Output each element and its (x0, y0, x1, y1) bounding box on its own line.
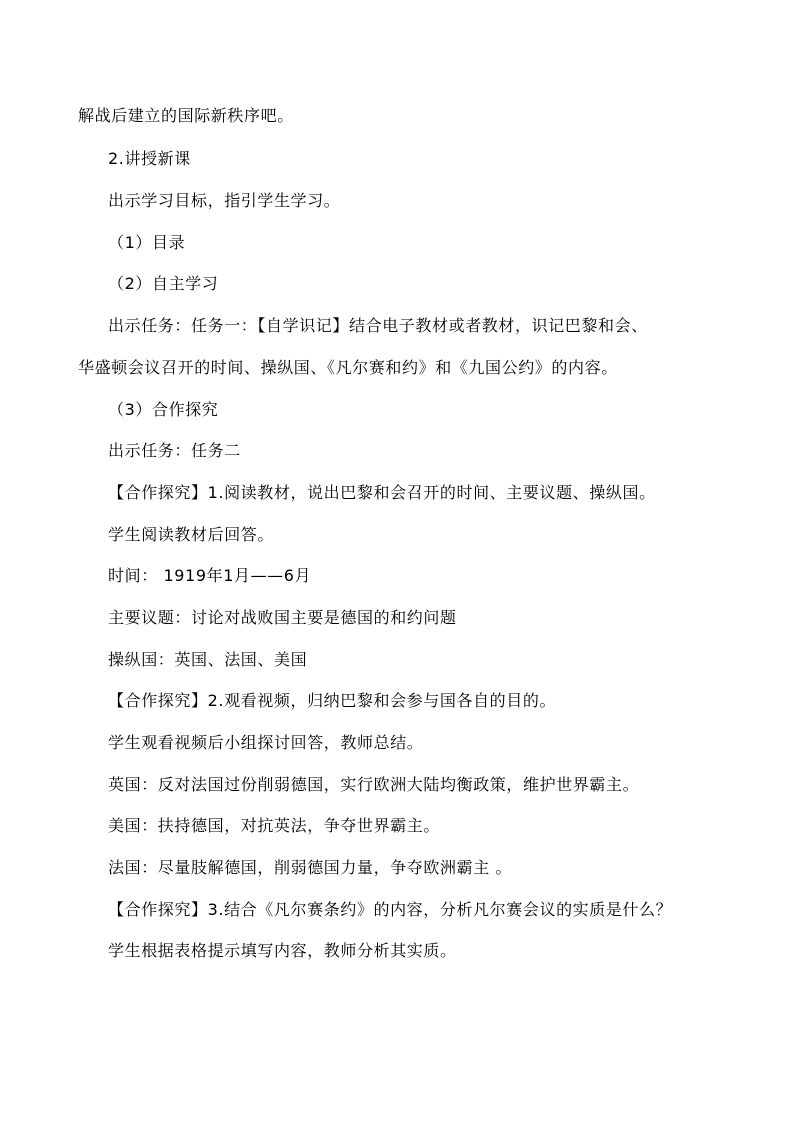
text-line: 出示任务：任务一：【自学识记】结合电子教材或者教材，识记巴黎和会、 (108, 316, 648, 335)
text-line: 【合作探究】1.阅读教材，说出巴黎和会召开的时间、主要议题、操纵国。 (108, 483, 656, 502)
text-line: 法国：尽量肢解德国，削弱德国力量，争夺欧洲霸主 。 (108, 858, 513, 877)
text-line: 主要议题：讨论对战败国主要是德国的和约问题 (108, 608, 457, 627)
section-heading: 2.讲授新课 (108, 149, 191, 168)
text-line: 英国：反对法国过份削弱德国，实行欧洲大陆均衡政策，维护世界霸主。 (108, 775, 640, 794)
text-line: 【合作探究】2.观看视频，归纳巴黎和会参与国各自的目的。 (108, 691, 557, 710)
text-line: 学生观看视频后小组探讨回答，教师总结。 (108, 733, 424, 752)
text-line: 美国：扶持德国，对抗英法，争夺世界霸主。 (108, 816, 441, 835)
text-line: 解战后建立的国际新秩序吧。 (78, 106, 294, 125)
text-line: 学生阅读教材后回答。 (108, 525, 275, 544)
text-line: 学生根据表格提示填写内容，教师分析其实质。 (108, 941, 457, 960)
text-line: 时间： 1919年1月——6月 (108, 566, 312, 585)
text-line: 华盛顿会议召开的时间、操纵国、《凡尔赛和约》和《九国公约》的内容。 (78, 358, 618, 377)
subsection-heading: （3）合作探究 (108, 400, 219, 419)
text-line: 操纵国：英国、法国、美国 (108, 650, 308, 669)
subsection-heading: （1）目录 (108, 233, 186, 252)
text-line: 出示任务：任务二 (108, 441, 241, 460)
text-line: 【合作探究】3.结合《凡尔赛条约》的内容，分析凡尔赛会议的实质是什么？ (108, 900, 673, 919)
subsection-heading: （2）自主学习 (108, 274, 219, 293)
text-line: 出示学习目标，指引学生学习。 (108, 191, 341, 210)
